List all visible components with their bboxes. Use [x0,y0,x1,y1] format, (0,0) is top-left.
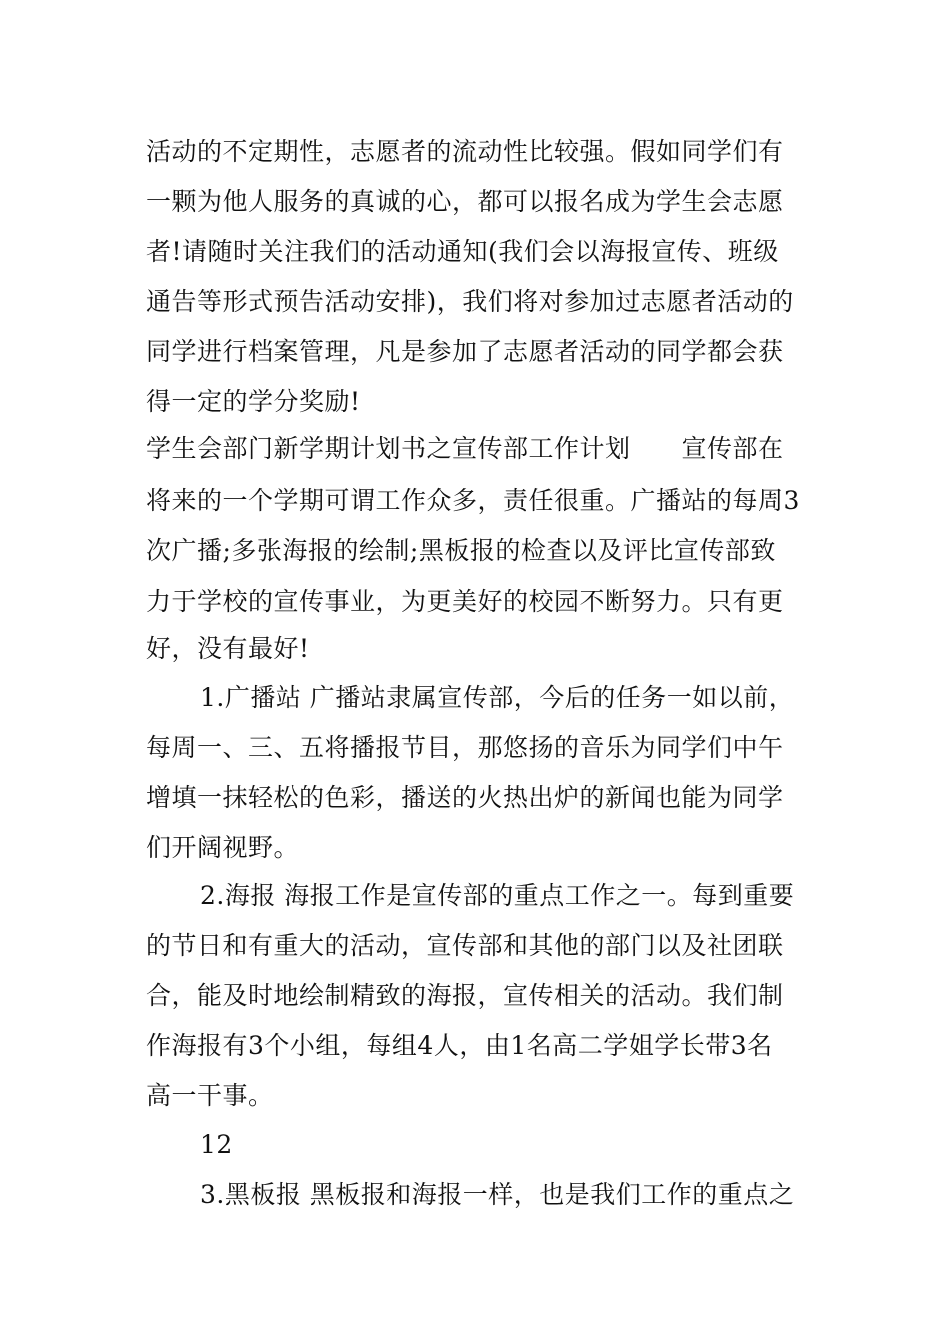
body-line: 作海报有3个小组，每组4人，由1名高二学姐学长带3名 [146,1031,773,1060]
body-line: 高一干事。 [146,1081,274,1110]
body-line: 同学进行档案管理，凡是参加了志愿者活动的同学都会获 [146,337,784,366]
body-line: 一颗为他人服务的真诚的心，都可以报名成为学生会志愿 [146,187,784,216]
body-line: 的节日和有重大的活动，宣传部和其他的部门以及社团联 [146,931,784,960]
body-line: 者!请随时关注我们的活动通知(我们会以海报宣传、班级 [146,237,779,266]
section-heading-line: 学生会部门新学期计划书之宣传部工作计划 宣传部在 [146,434,784,463]
item-blackboard-line: 3.黑板报 黑板报和海报一样，也是我们工作的重点之 [200,1180,795,1209]
body-line: 次广播;多张海报的绘制;黑板报的检查以及评比宣传部致 [146,536,776,565]
body-line: 得一定的学分奖励! [146,387,361,416]
page-number: 12 [200,1130,233,1159]
body-line: 好，没有最好! [146,634,310,663]
body-line: 合，能及时地绘制精致的海报，宣传相关的活动。我们制 [146,981,784,1010]
body-line: 每周一、三、五将播报节目，那悠扬的音乐为同学们中午 [146,733,784,762]
body-line: 将来的一个学期可谓工作众多，责任很重。广播站的每周3 [146,486,800,515]
body-line: 增填一抹轻松的色彩，播送的火热出炉的新闻也能为同学 [146,783,784,812]
item-broadcast-line: 1.广播站 广播站隶属宣传部，今后的任务一如以前， [200,683,795,712]
body-line: 通告等形式预告活动安排)，我们将对参加过志愿者活动的 [146,287,794,316]
body-line: 力于学校的宣传事业，为更美好的校园不断努力。只有更 [146,587,784,616]
item-poster-line: 2.海报 海报工作是宣传部的重点工作之一。每到重要 [200,881,795,910]
body-line: 们开阔视野。 [146,833,300,862]
body-line: 活动的不定期性，志愿者的流动性比较强。假如同学们有 [146,137,784,166]
